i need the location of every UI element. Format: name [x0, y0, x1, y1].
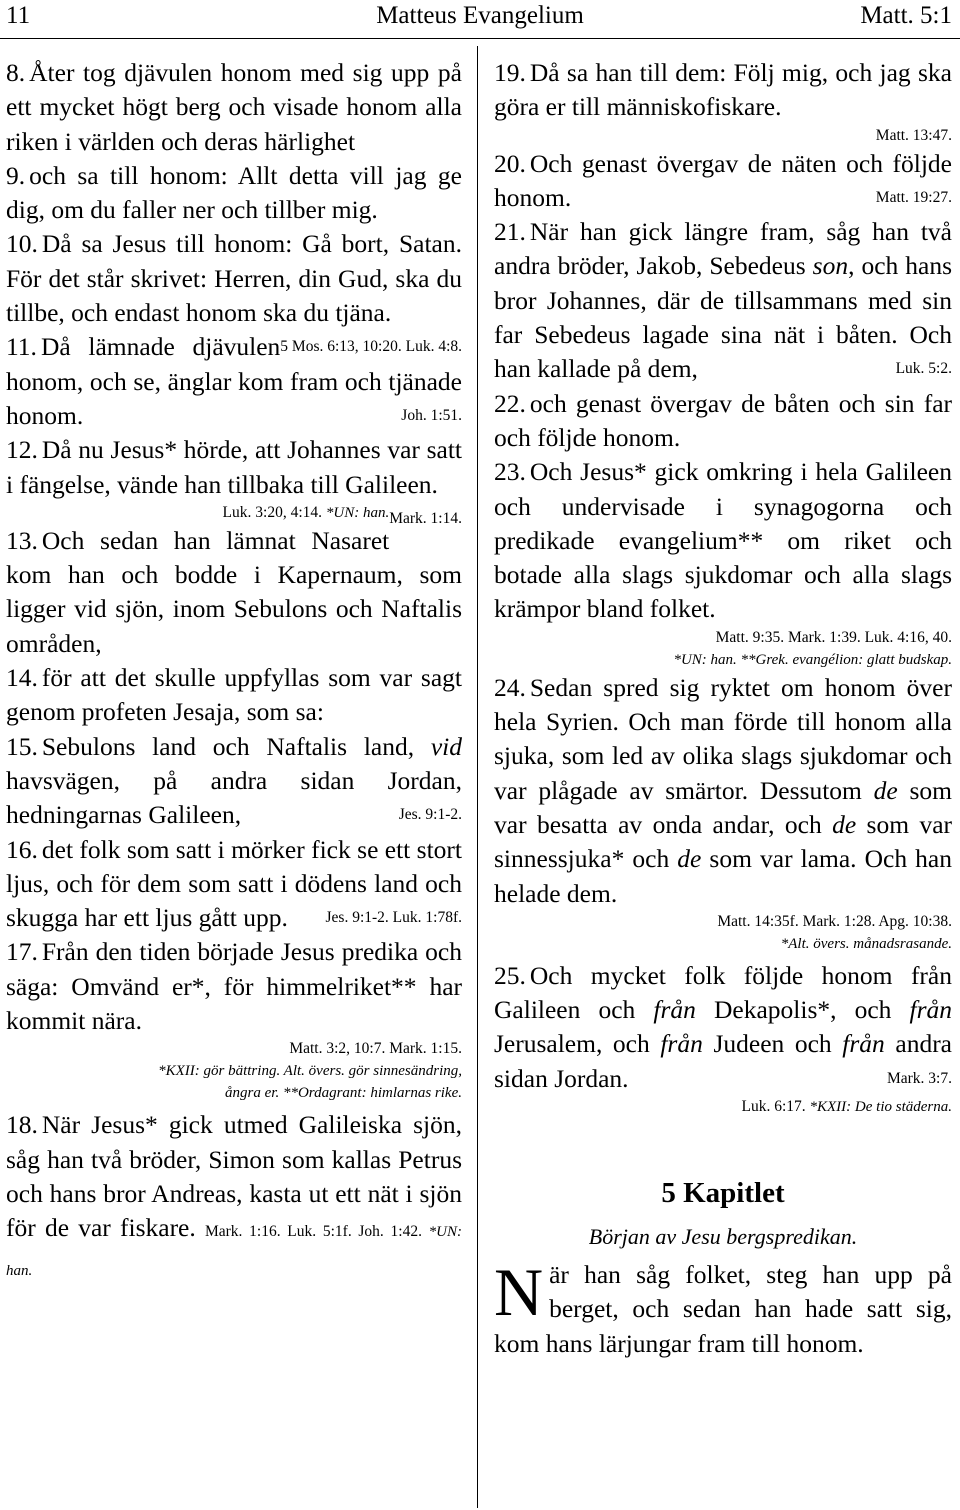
cross-reference: Matt. 19:27.: [875, 188, 952, 206]
running-reference: Matt. 5:1: [860, 2, 952, 29]
cross-reference: Mark. 3:7.: [886, 1069, 952, 1087]
verse-12: 12. Då nu Jesus* hörde, att Johannes var satt i fängelse, vände han tillbaka till Galileen. Mark. 1:14.: [6, 433, 462, 502]
footnote-block: Luk. 3:20, 4:14. *UN: han.: [222, 503, 390, 521]
verse-20: 20. Och genast övergav de näten och följde honom. Matt. 19:27.: [494, 147, 952, 216]
verse-22: 22. och genast övergav de båten och sin far och följde honom.: [494, 388, 952, 452]
verse-13: 13. Och sedan han lämnat Nasaret kom han och bodde i Kapernaum, som ligger vid sjön, inom Sebulons och Naftalis områden,: [6, 525, 462, 658]
footnote-block: Matt. 14:35f. Mark. 1:28. Apg. 10:38. *Alt. övers. månadsrasande.: [717, 912, 952, 952]
verse-23: 23. Och Jesus* gick omkring i hela Galileen och undervisade i synagogorna och predikade evangelium** om riket och botade alla slags sjukdomar och alla slags krämpor bland folket.: [494, 457, 952, 624]
verse-18: 18. När Jesus* gick utmed Galileiska sjön, såg han två bröder, Simon som kallas Petrus och hans bror Andreas, kasta ut ett nät i sjön för de var fiskare. Mark. 1:16. Luk. 5:1f. Joh. 1:42. *UN: han.: [6, 1110, 463, 1279]
footnote-block: Matt. 9:35. Mark. 1:39. Luk. 4:16, 40. *UN: han. **Grek. evangélion: glatt budskap.: [673, 628, 952, 668]
cross-reference: Mark. 1:14.: [389, 509, 462, 527]
cross-reference: 5 Mos. 6:13, 10:20. Luk. 4:8.: [280, 338, 462, 356]
footnote-block: Matt. 3:2, 10:7. Mark. 1:15. *KXII: gör bättring. Alt. övers. gör sinnesändring, ångra er. **Ordagrant: himlarnas rike.: [158, 1040, 462, 1102]
verse-25: 25. Och mycket folk följde honom från Galileen och från Dekapolis*, och från Jerusalem, och från Judeen och från andra sidan Jordan. Mark. 3:7.: [494, 959, 952, 1096]
verse-16: 16. det folk som satt i mörker fick se ett stort ljus, och för dem som satt i dödens land och skugga har ett ljus gått upp. Jes. 9:1-2. Luk. 1:78f.: [6, 833, 462, 936]
running-title: Matteus Evangelium: [376, 2, 584, 29]
drop-cap: N: [494, 1254, 544, 1331]
verse-19: 19. Då sa han till dem: Följ mig, och jag ska göra er till människofiskare.: [494, 58, 952, 122]
chapter-heading: 5 Kapitlet: [661, 1177, 785, 1210]
verse-15: 15. Sebulons land och Naftalis land, vid havsvägen, på andra sidan Jordan, hedningarnas Galileen, Jes. 9:1-2.: [6, 730, 462, 833]
cross-reference: Jes. 9:1-2. Luk. 1:78f.: [325, 909, 462, 927]
verse-24: 24. Sedan spred sig ryktet om honom över hela Syrien. Och man förde till honom alla sjuka, som led av olika slags sjukdomar och var plågade av smärtor. Dessutom de som var besatta av onda andar, och de som var sinnessjuka* och de som var lama. Och han helade dem.: [494, 672, 953, 908]
chapter-opening-verse: När han såg folket, steg han upp på berget, och sedan han hade satt sig, kom hans lärjungar fram till honom.: [494, 1254, 952, 1358]
verse-21: 21. När han gick längre fram, såg han två andra bröder, Jakob, Sebedeus son, och hans bror Johannes, där de tillsammans med sin far Sebedeus lagade sina nät i båten. Och han kallade på dem, Luk. 5:2.: [494, 215, 952, 386]
page-number: 11: [6, 2, 31, 29]
right-column: [494, 56, 952, 1361]
page-header: [0, 0, 960, 39]
verse-14: 14. för att det skulle uppfyllas som var sagt genom profeten Jesaja, som sa:: [6, 663, 462, 727]
cross-reference: Matt. 13:47.: [875, 126, 952, 144]
cross-reference: Jes. 9:1-2.: [398, 806, 462, 824]
verse-8: 8. Åter tog djävulen honom med sig upp på ett mycket högt berg och visade honom alla riken i världen och deras härlighet: [6, 58, 462, 156]
chapter-subtitle: Början av Jesu bergspredikan.: [588, 1224, 858, 1250]
verse-11: 11. Då lämnade djävulen honom, och se, änglar kom fram och tjänade honom. Joh. 1:51.: [6, 330, 462, 433]
cross-reference: Joh. 1:51.: [401, 406, 462, 424]
verse-17: 17. Från den tiden började Jesus predika och säga: Omvänd er*, för himmelriket** har kommit nära.: [6, 937, 462, 1036]
verse-10: 10. Då sa Jesus till honom: Gå bort, Satan. För det står skrivet: Herren, din Gud, ska du tillbe, och endast honom ska du tjäna. 5 Mos. 6:13, 10:20. Luk. 4:8.: [6, 227, 462, 330]
column-divider: [477, 46, 478, 1508]
left-column: [6, 56, 462, 1288]
verse-9: 9. och sa till honom: Allt detta vill jag ge dig, om du faller ner och tillber mig.: [6, 160, 462, 225]
cross-reference: Mark. 1:16. Luk. 5:1f. Joh. 1:42. *UN: han.: [6, 1223, 463, 1279]
footnote-block: Luk. 6:17. *KXII: De tio städerna.: [741, 1098, 952, 1116]
cross-reference: Luk. 5:2.: [895, 360, 952, 378]
